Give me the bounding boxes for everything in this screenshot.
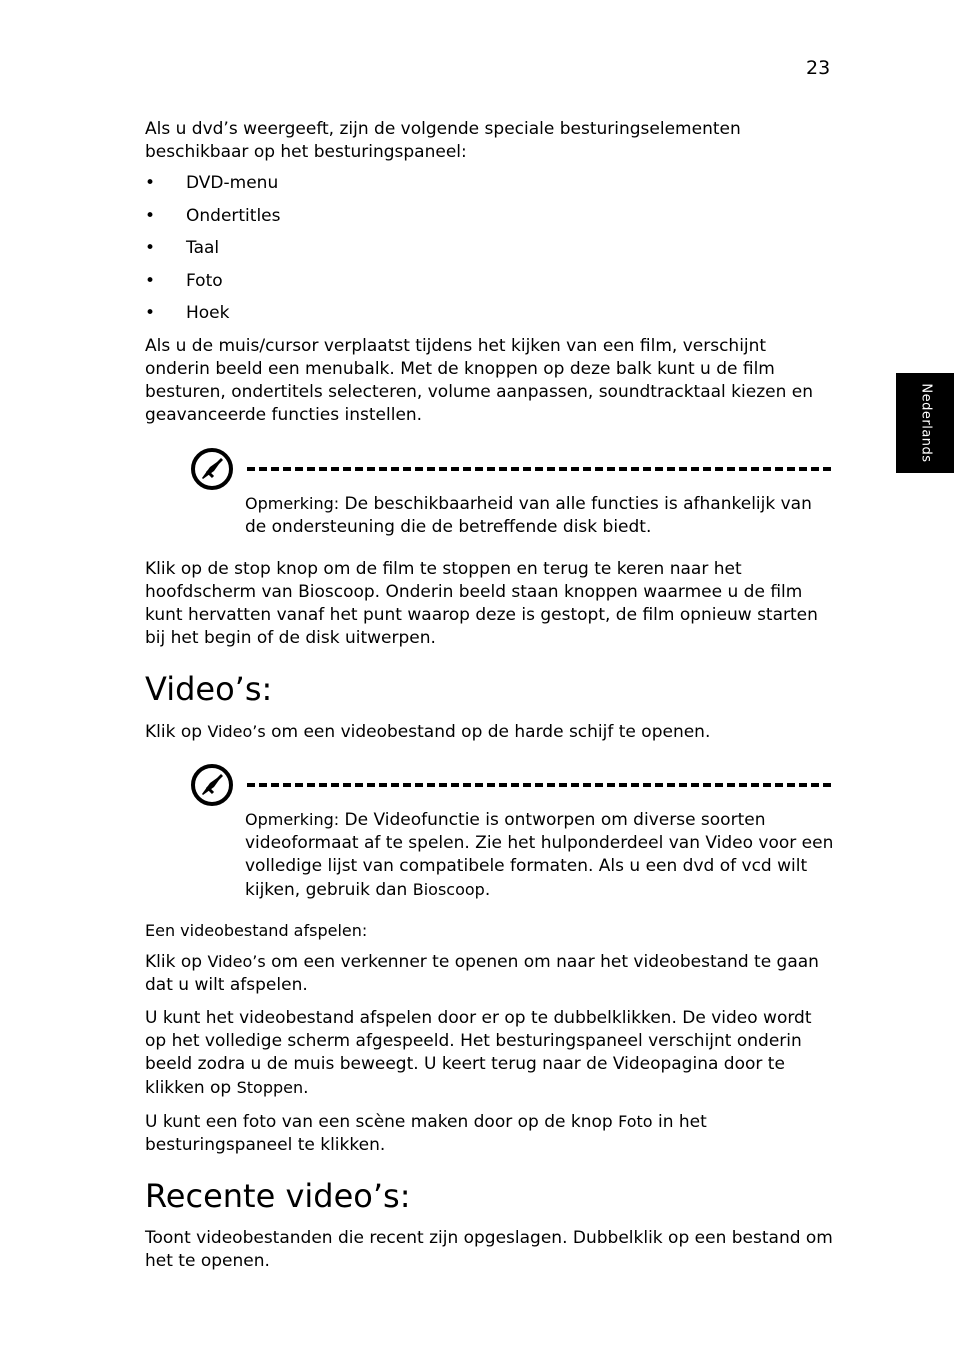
bullet: • [145,270,156,291]
bullet: • [145,238,156,258]
note-body: De beschikbaarheid van alle functies is afhankelijk van de ondersteuning die de betreffende disk biedt. [245,493,812,537]
bullet: • [145,303,156,323]
recent-videos-heading: Recente video’s: [145,1176,411,1215]
bullet: • [145,205,156,226]
text-segment: in het besturingspaneel te klikken. [145,1111,707,1155]
play-paragraph-3 [145,1110,835,1157]
list-item-label: Taal [186,238,220,258]
note-box-2 [190,763,835,902]
note-body: De Videofunctie is ontworpen om diverse soorten videoformaat af te spelen. Zie het hulponderdeel van Video voor een volledige lijst van compatibele formaten. Als u een dvd of vcd wilt kijken, gebruik dan [245,809,834,900]
menubar-paragraph: Als u de muis/cursor verplaatst tijdens het kijken van een film, verschijnt onderin beeld een menubalk. Met de knoppen op deze balk kunt u de film besturen, ondertitels selecteren, volume aanpassen, soundtracktaal kiezen en geavanceerde functies instellen. [145,335,814,425]
list-item-label: DVD-menu [186,173,279,193]
videos-ui-label: Video’s [207,721,266,741]
list-item [145,302,835,325]
note-dashed-line [247,783,831,787]
text-segment: U kunt het videobestand afspelen door er op te dubbelklikken. De video wordt op het volledige scherm afgespeeld. Het besturingspaneel verschijnt onderin beeld zodra u de muis beweegt. U keert terug naar de Videopagina door te klikken op [145,1007,812,1098]
list-item [145,205,835,228]
note-text [190,447,835,539]
language-side-tab [896,373,954,473]
list-item [145,172,835,195]
play-paragraph-1 [145,950,835,997]
text-segment: . [484,879,491,900]
text-segment: U kunt een foto van een scène maken door op de knop [145,1111,619,1132]
bullet: • [145,173,156,193]
stoppen-ui-label: Stoppen [236,1077,304,1097]
videos-ui-label: Video’s [207,951,266,971]
page-content [145,118,835,1273]
list-item-label: Ondertitles [186,205,281,226]
play-paragraph-2 [145,1007,835,1100]
list-item-label: Hoek [186,303,230,323]
list-item-label: Foto [186,270,223,291]
list-item [145,237,835,260]
page-number: 23 [806,57,831,79]
dvd-controls-list [145,172,835,325]
note-label: Opmerking: [245,493,340,513]
recent-videos-text: Toont videobestanden die recent zijn opgeslagen. Dubbelklik op een bestand om het te openen. [145,1227,833,1271]
text-segment: om een videobestand op de harde schijf te openen. [265,721,711,742]
text-segment: . [303,1077,309,1098]
note-dashed-line [247,467,831,471]
text-segment: Klik op [145,721,208,742]
side-tab-label: Nederlands [918,383,934,463]
list-item [145,270,835,293]
play-subheading: Een videobestand afspelen: [145,920,368,940]
videos-intro [145,720,835,744]
note-label: Opmerking: [245,809,340,829]
intro-paragraph: Als u dvd’s weergeeft, zijn de volgende speciale besturingselementen beschikbaar op het besturingspaneel: [145,119,741,162]
note-box-1 [190,447,835,539]
videos-heading: Video’s: [145,669,273,708]
foto-ui-label: Foto [618,1111,653,1131]
note-pen-icon [190,763,234,807]
note-pen-icon [190,447,234,491]
text-segment: Klik op [145,951,208,972]
text-segment: om een verkenner te openen om naar het videobestand te gaan dat u wilt afspelen. [145,951,819,995]
bioscoop-ui-label: Bioscoop [412,879,485,899]
stop-paragraph: Klik op de stop knop om de film te stoppen en terug te keren naar het hoofdscherm van Bioscoop. Onderin beeld staan knoppen waarmee u de film kunt hervatten vanaf het punt waarop deze is gestopt, de film opnieuw starten bij het begin of de disk uitwerpen. [145,558,818,648]
